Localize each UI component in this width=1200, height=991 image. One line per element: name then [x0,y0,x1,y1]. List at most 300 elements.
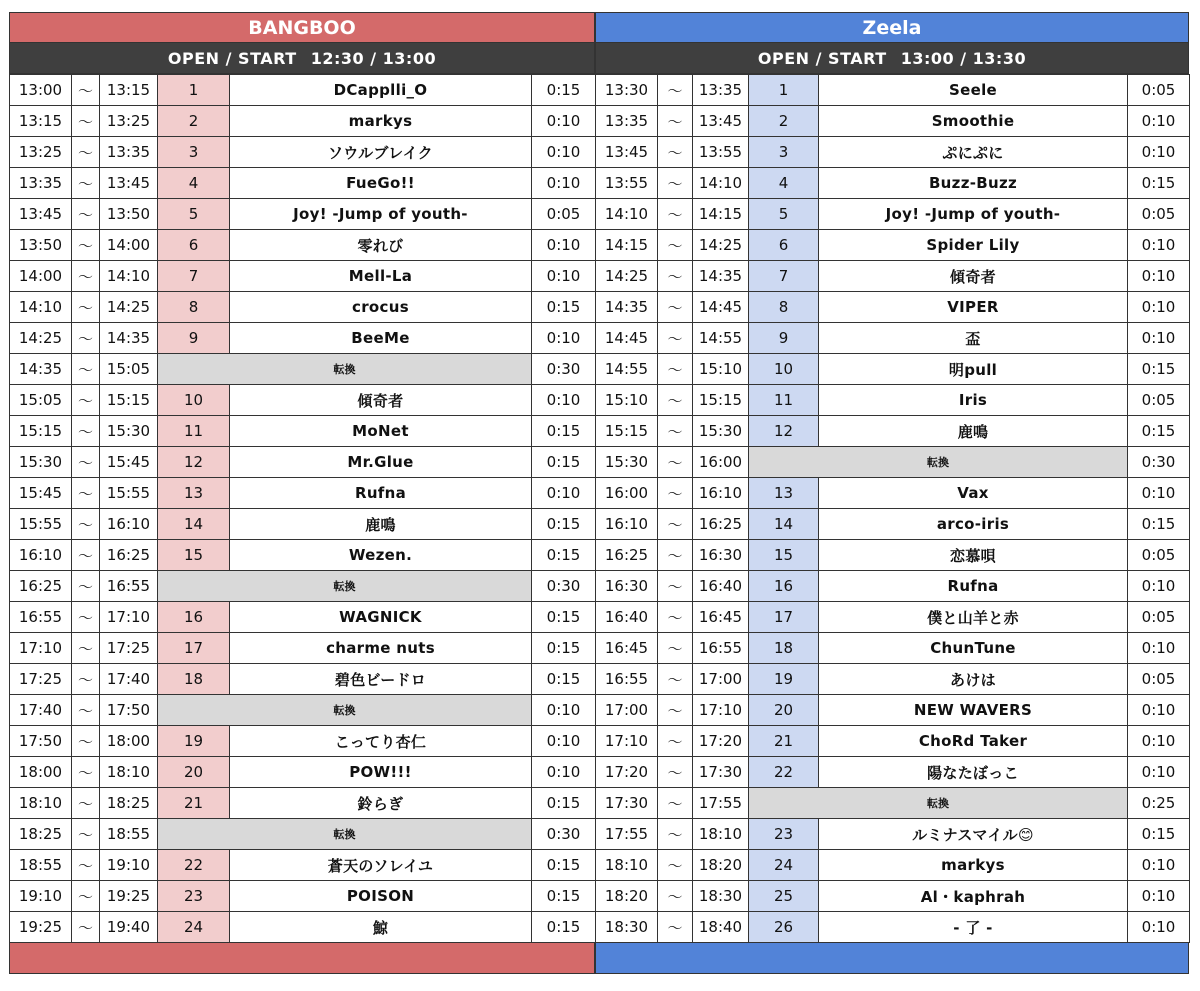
slot-number: 18 [749,633,819,664]
end-time: 14:35 [693,261,749,292]
start-time: 16:30 [596,571,658,602]
start-time: 18:00 [10,757,72,788]
start-time: 14:25 [596,261,658,292]
slot-number: 21 [749,726,819,757]
artist-name: NEW WAVERS [819,695,1128,726]
slot-number: 4 [158,168,230,199]
slot-number: 9 [158,323,230,354]
slot-number: 2 [749,106,819,137]
start-time: 13:55 [596,168,658,199]
end-time: 14:15 [693,199,749,230]
slot-number: 2 [158,106,230,137]
end-time: 15:45 [100,447,158,478]
open-start-bar [9,43,595,74]
slot-number: 16 [158,602,230,633]
slot-number: 14 [749,509,819,540]
slot-number: 3 [749,137,819,168]
slot-number: 1 [158,75,230,106]
start-time: 19:10 [10,881,72,912]
duration: 0:10 [532,726,596,757]
stage-footer [595,943,1189,974]
slot-number: 20 [158,757,230,788]
artist-name: Wezen. [230,540,532,571]
slot-number: 24 [749,850,819,881]
artist-name: Buzz-Buzz [819,168,1128,199]
start-time: 13:45 [10,199,72,230]
duration: 0:30 [532,819,596,850]
changeover-label: 転換 [158,819,532,850]
changeover-label: 転換 [158,354,532,385]
start-time: 15:15 [10,416,72,447]
performance-row [10,230,596,261]
tilde-separator: ～ [72,230,100,261]
end-time: 14:35 [100,323,158,354]
end-time: 17:10 [693,695,749,726]
slot-number: 6 [749,230,819,261]
end-time: 17:50 [100,695,158,726]
slot-number: 22 [749,757,819,788]
end-time: 17:20 [693,726,749,757]
schedule-table [9,74,596,943]
start-time: 15:45 [10,478,72,509]
artist-name: MoNet [230,416,532,447]
tilde-separator: ～ [658,881,693,912]
start-time: 16:25 [596,540,658,571]
artist-name: WAGNICK [230,602,532,633]
duration: 0:10 [1128,261,1190,292]
slot-number: 3 [158,137,230,168]
duration: 0:10 [1128,912,1190,943]
end-time: 16:25 [693,509,749,540]
duration: 0:15 [532,75,596,106]
end-time: 13:45 [100,168,158,199]
artist-name: Joy! -Jump of youth- [230,199,532,230]
artist-name: Rufna [230,478,532,509]
performance-row [596,75,1190,106]
artist-name: markys [819,850,1128,881]
stage-footer [9,943,595,974]
end-time: 17:25 [100,633,158,664]
slot-number: 6 [158,230,230,261]
tilde-separator: ～ [72,912,100,943]
tilde-separator: ～ [658,726,693,757]
slot-number: 8 [749,292,819,323]
end-time: 17:55 [693,788,749,819]
start-time: 17:55 [596,819,658,850]
tilde-separator: ～ [72,695,100,726]
performance-row [10,137,596,168]
artist-name: POISON [230,881,532,912]
tilde-separator: ～ [658,540,693,571]
artist-name: ソウルブレイク [230,137,532,168]
performance-row [596,106,1190,137]
duration: 0:10 [532,323,596,354]
artist-name: DCapplli_O [230,75,532,106]
changeover-label: 転換 [749,447,1128,478]
end-time: 15:15 [100,385,158,416]
end-time: 18:25 [100,788,158,819]
performance-row [10,912,596,943]
tilde-separator: ～ [658,75,693,106]
performance-row [10,664,596,695]
changeover-label: 転換 [749,788,1128,819]
end-time: 16:55 [100,571,158,602]
start-time: 13:25 [10,137,72,168]
performance-row [10,385,596,416]
artist-name: 恋慕唄 [819,540,1128,571]
duration: 0:05 [1128,602,1190,633]
tilde-separator: ～ [72,540,100,571]
performance-row [10,726,596,757]
changeover-row [10,819,596,850]
duration: 0:10 [532,478,596,509]
performance-row [10,788,596,819]
artist-name: 明pull [819,354,1128,385]
tilde-separator: ～ [72,850,100,881]
start-time: 16:40 [596,602,658,633]
end-time: 14:25 [693,230,749,261]
performance-row [10,292,596,323]
changeover-row [10,695,596,726]
artist-name: FueGo!! [230,168,532,199]
performance-row [596,633,1190,664]
open-start-label: OPEN / START [757,49,887,68]
end-time: 18:10 [100,757,158,788]
start-time: 14:00 [10,261,72,292]
end-time: 14:25 [100,292,158,323]
tilde-separator: ～ [658,199,693,230]
tilde-separator: ～ [72,478,100,509]
performance-row [596,354,1190,385]
tilde-separator: ～ [658,385,693,416]
performance-row [596,323,1190,354]
artist-name: Iris [819,385,1128,416]
start-time: 18:10 [10,788,72,819]
tilde-separator: ～ [72,757,100,788]
end-time: 15:30 [693,416,749,447]
artist-name: Seele [819,75,1128,106]
duration: 0:10 [532,230,596,261]
duration: 0:10 [532,385,596,416]
duration: 0:15 [532,540,596,571]
artist-name: 鯨 [230,912,532,943]
start-time: 18:55 [10,850,72,881]
performance-row [10,75,596,106]
start-time: 14:55 [596,354,658,385]
performance-row [596,416,1190,447]
tilde-separator: ～ [658,354,693,385]
tilde-separator: ～ [72,354,100,385]
tilde-separator: ～ [72,261,100,292]
slot-number: 26 [749,912,819,943]
slot-number: 21 [158,788,230,819]
end-time: 14:10 [100,261,158,292]
tilde-separator: ～ [72,633,100,664]
performance-row [596,261,1190,292]
slot-number: 4 [749,168,819,199]
slot-number: 8 [158,292,230,323]
duration: 0:10 [1128,292,1190,323]
start-time: 13:15 [10,106,72,137]
start-time: 13:50 [10,230,72,261]
end-time: 13:35 [100,137,158,168]
end-time: 14:55 [693,323,749,354]
duration: 0:15 [1128,819,1190,850]
start-time: 15:15 [596,416,658,447]
tilde-separator: ～ [72,199,100,230]
duration: 0:15 [1128,168,1190,199]
tilde-separator: ～ [72,726,100,757]
duration: 0:10 [1128,881,1190,912]
start-time: 16:10 [596,509,658,540]
performance-row [10,168,596,199]
slot-number: 23 [158,881,230,912]
duration: 0:10 [1128,850,1190,881]
tilde-separator: ～ [658,478,693,509]
end-time: 17:40 [100,664,158,695]
slot-number: 12 [158,447,230,478]
changeover-row [596,447,1190,478]
end-time: 13:50 [100,199,158,230]
artist-name: Al・kaphrah [819,881,1128,912]
tilde-separator: ～ [658,137,693,168]
tilde-separator: ～ [72,416,100,447]
end-time: 13:15 [100,75,158,106]
start-time: 14:10 [10,292,72,323]
performance-row [596,540,1190,571]
duration: 0:10 [1128,323,1190,354]
start-time: 15:30 [10,447,72,478]
slot-number: 13 [158,478,230,509]
performance-row [596,912,1190,943]
performance-row [10,323,596,354]
artist-name: ルミナスマイル😊 [819,819,1128,850]
performance-row [596,168,1190,199]
slot-number: 19 [749,664,819,695]
duration: 0:15 [1128,416,1190,447]
performance-row [596,757,1190,788]
slot-number: 9 [749,323,819,354]
tilde-separator: ～ [658,602,693,633]
artist-name: POW!!! [230,757,532,788]
start-time: 17:10 [596,726,658,757]
performance-row [596,726,1190,757]
tilde-separator: ～ [72,168,100,199]
artist-name: BeeMe [230,323,532,354]
performance-row [596,819,1190,850]
performance-row [596,850,1190,881]
tilde-separator: ～ [72,881,100,912]
artist-name: ChunTune [819,633,1128,664]
start-time: 16:00 [596,478,658,509]
duration: 0:05 [1128,664,1190,695]
artist-name: Mr.Glue [230,447,532,478]
duration: 0:10 [532,106,596,137]
artist-name: arco-iris [819,509,1128,540]
artist-name: 鹿鳴 [230,509,532,540]
duration: 0:15 [1128,509,1190,540]
start-time: 15:30 [596,447,658,478]
slot-number: 22 [158,850,230,881]
duration: 0:15 [532,633,596,664]
duration: 0:10 [532,757,596,788]
duration: 0:10 [1128,137,1190,168]
slot-number: 17 [158,633,230,664]
start-time: 14:45 [596,323,658,354]
tilde-separator: ～ [72,602,100,633]
end-time: 14:45 [693,292,749,323]
schedule-table [595,74,1190,943]
end-time: 19:40 [100,912,158,943]
start-time: 14:35 [10,354,72,385]
tilde-separator: ～ [658,664,693,695]
start-time: 18:20 [596,881,658,912]
tilde-separator: ～ [72,819,100,850]
end-time: 17:00 [693,664,749,695]
performance-row [596,385,1190,416]
artist-name: 僕と山羊と赤 [819,602,1128,633]
slot-number: 10 [158,385,230,416]
changeover-row [10,571,596,602]
slot-number: 17 [749,602,819,633]
artist-name: 傾奇者 [819,261,1128,292]
end-time: 14:00 [100,230,158,261]
tilde-separator: ～ [658,695,693,726]
end-time: 18:30 [693,881,749,912]
start-time: 17:30 [596,788,658,819]
end-time: 16:25 [100,540,158,571]
start-time: 17:10 [10,633,72,664]
artist-name: Mell-La [230,261,532,292]
performance-row [10,416,596,447]
performance-row [596,509,1190,540]
tilde-separator: ～ [658,850,693,881]
duration: 0:15 [1128,354,1190,385]
duration: 0:05 [1128,385,1190,416]
slot-number: 7 [749,261,819,292]
start-time: 16:45 [596,633,658,664]
zeela-stage [595,12,1189,974]
start-time: 18:30 [596,912,658,943]
duration: 0:05 [1128,540,1190,571]
end-time: 16:10 [693,478,749,509]
performance-row [10,106,596,137]
start-time: 13:45 [596,137,658,168]
tilde-separator: ～ [72,106,100,137]
tilde-separator: ～ [72,292,100,323]
tilde-separator: ～ [658,757,693,788]
tilde-separator: ～ [658,912,693,943]
duration: 0:10 [1128,726,1190,757]
end-time: 17:10 [100,602,158,633]
performance-row [10,509,596,540]
end-time: 15:55 [100,478,158,509]
tilde-separator: ～ [658,633,693,664]
end-time: 15:05 [100,354,158,385]
start-time: 14:25 [10,323,72,354]
bangboo-stage [9,12,595,974]
start-time: 19:25 [10,912,72,943]
duration: 0:30 [1128,447,1190,478]
duration: 0:15 [532,509,596,540]
slot-number: 12 [749,416,819,447]
artist-name: 傾奇者 [230,385,532,416]
start-time: 18:10 [596,850,658,881]
duration: 0:25 [1128,788,1190,819]
artist-name: crocus [230,292,532,323]
artist-name: Rufna [819,571,1128,602]
changeover-row [10,354,596,385]
performance-row [596,137,1190,168]
performance-row [596,292,1190,323]
artist-name: 鈴らぎ [230,788,532,819]
slot-number: 16 [749,571,819,602]
performance-row [596,695,1190,726]
duration: 0:15 [532,602,596,633]
duration: 0:30 [532,571,596,602]
start-time: 16:10 [10,540,72,571]
changeover-label: 転換 [158,695,532,726]
slot-number: 18 [158,664,230,695]
tilde-separator: ～ [72,509,100,540]
performance-row [10,850,596,881]
artist-name: 零れび [230,230,532,261]
start-time: 18:25 [10,819,72,850]
duration: 0:10 [1128,695,1190,726]
performance-row [10,199,596,230]
start-time: 17:20 [596,757,658,788]
end-time: 15:30 [100,416,158,447]
tilde-separator: ～ [658,416,693,447]
artist-name: 盃 [819,323,1128,354]
slot-number: 24 [158,912,230,943]
duration: 0:15 [532,881,596,912]
end-time: 16:45 [693,602,749,633]
open-start-label: OPEN / START [167,49,297,68]
start-time: 17:40 [10,695,72,726]
duration: 0:05 [1128,75,1190,106]
performance-row [10,881,596,912]
open-start-times: 13:00 / 13:30 [900,49,1027,68]
end-time: 19:10 [100,850,158,881]
tilde-separator: ～ [658,261,693,292]
end-time: 18:00 [100,726,158,757]
start-time: 17:25 [10,664,72,695]
duration: 0:10 [1128,478,1190,509]
duration: 0:05 [1128,199,1190,230]
tilde-separator: ～ [658,819,693,850]
tilde-separator: ～ [72,447,100,478]
duration: 0:10 [532,137,596,168]
tilde-separator: ～ [72,137,100,168]
end-time: 16:40 [693,571,749,602]
open-start-bar [595,43,1189,74]
tilde-separator: ～ [658,168,693,199]
end-time: 19:25 [100,881,158,912]
duration: 0:10 [1128,230,1190,261]
slot-number: 23 [749,819,819,850]
end-time: 13:35 [693,75,749,106]
slot-number: 25 [749,881,819,912]
end-time: 18:40 [693,912,749,943]
slot-number: 20 [749,695,819,726]
end-time: 15:15 [693,385,749,416]
artist-name: 鹿鳴 [819,416,1128,447]
performance-row [10,261,596,292]
tilde-separator: ～ [658,788,693,819]
start-time: 13:35 [596,106,658,137]
artist-name: 陽なたぼっこ [819,757,1128,788]
